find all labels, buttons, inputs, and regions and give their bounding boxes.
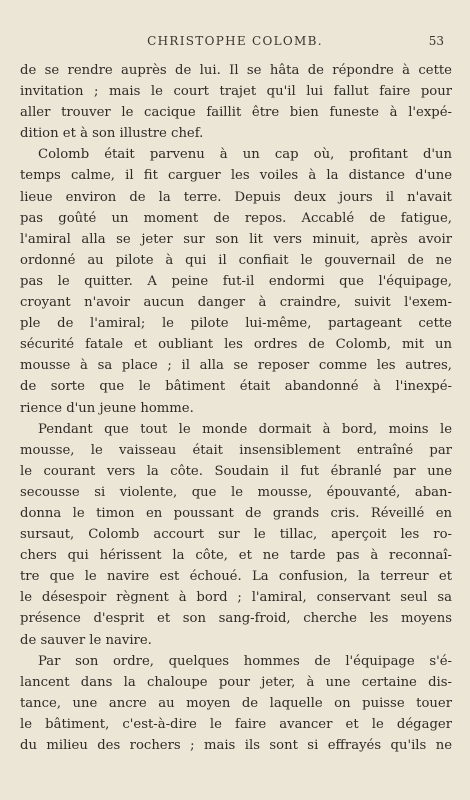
body-text	[20, 60, 452, 756]
text-line: temps calme, il fit carguer les voiles à la distance d'une	[20, 168, 452, 184]
running-title: CHRISTOPHE COLOMB.	[147, 34, 323, 48]
page-number: 53	[428, 34, 444, 48]
text-line: ordonné au pilote à qui il confiait le gouvernail de ne	[20, 252, 452, 268]
text-line: pas le quitter. A peine fut-il endormi que l'équipage,	[20, 273, 452, 289]
text-line: rience d'un jeune homme.	[20, 400, 194, 416]
text-line: Colomb était parvenu à un cap où, profitant d'un	[38, 147, 452, 163]
text-line: tre que le navire est échoué. La confusion, la terreur et	[20, 569, 452, 585]
text-line: aller trouver le cacique faillit être bien funeste à l'expé-	[20, 105, 452, 121]
text-line: croyant n'avoir aucun danger à craindre, suivit l'exem-	[20, 295, 452, 311]
text-line: le bâtiment, c'est-à-dire le faire avancer et le dégager	[20, 716, 452, 732]
running-head	[0, 34, 470, 52]
paragraph	[20, 651, 452, 756]
text-line: secousse si violente, que le mousse, épouvanté, aban-	[20, 484, 452, 500]
text-line: sursaut, Colomb accourt sur le tillac, aperçoit les ro-	[20, 527, 452, 543]
text-line: du milieu des rochers ; mais ils sont si effrayés qu'ils ne	[20, 738, 452, 753]
text-line: de se rendre auprès de lui. Il se hâta de répondre à cette	[20, 63, 452, 78]
text-line: mousse à sa place ; il alla se reposer comme les autres,	[20, 358, 452, 374]
text-line: invitation ; mais le court trajet qu'il lui fallut faire pour	[20, 84, 452, 100]
text-line: tance, une ancre au moyen de laquelle on puisse touer	[20, 695, 452, 711]
text-line: le courant vers la côte. Soudain il fut ébranlé par une	[20, 463, 452, 479]
paragraph	[20, 144, 452, 418]
text-line: pas goûté un moment de repos. Accablé de fatigue,	[20, 210, 452, 226]
text-line: l'amiral alla se jeter sur son lit vers minuit, après avoir	[20, 231, 452, 247]
text-line: lieue environ de la terre. Depuis deux jours il n'avait	[20, 189, 452, 205]
text-line: chers qui hérissent la côte, et ne tarde pas à reconnaî-	[20, 548, 452, 564]
text-line: présence d'esprit et son sang-froid, cherche les moyens	[20, 611, 452, 627]
text-line: de sorte que le bâtiment était abandonné à l'inexpé-	[20, 379, 452, 395]
paragraph	[20, 419, 452, 651]
text-line: le désespoir règnent à bord ; l'amiral, conservant seul sa	[20, 590, 452, 606]
text-line: dition et à son illustre chef.	[20, 126, 204, 142]
text-line: Pendant que tout le monde dormait à bord, moins le	[38, 421, 452, 437]
text-line: donna le timon en poussant de grands cris. Réveillé en	[20, 505, 452, 521]
paragraph	[20, 60, 452, 144]
text-line: lancent dans la chaloupe pour jeter, à une certaine dis-	[20, 674, 452, 690]
text-line: sécurité fatale et oubliant les ordres de Colomb, mit un	[20, 337, 452, 353]
text-line: ple de l'amiral; le pilote lui-même, partageant cette	[20, 316, 452, 332]
text-line: de sauver le navire.	[20, 632, 152, 648]
text-line: mousse, le vaisseau était insensiblement entraîné par	[20, 442, 452, 458]
text-line: Par son ordre, quelques hommes de l'équipage s'é-	[38, 653, 452, 669]
